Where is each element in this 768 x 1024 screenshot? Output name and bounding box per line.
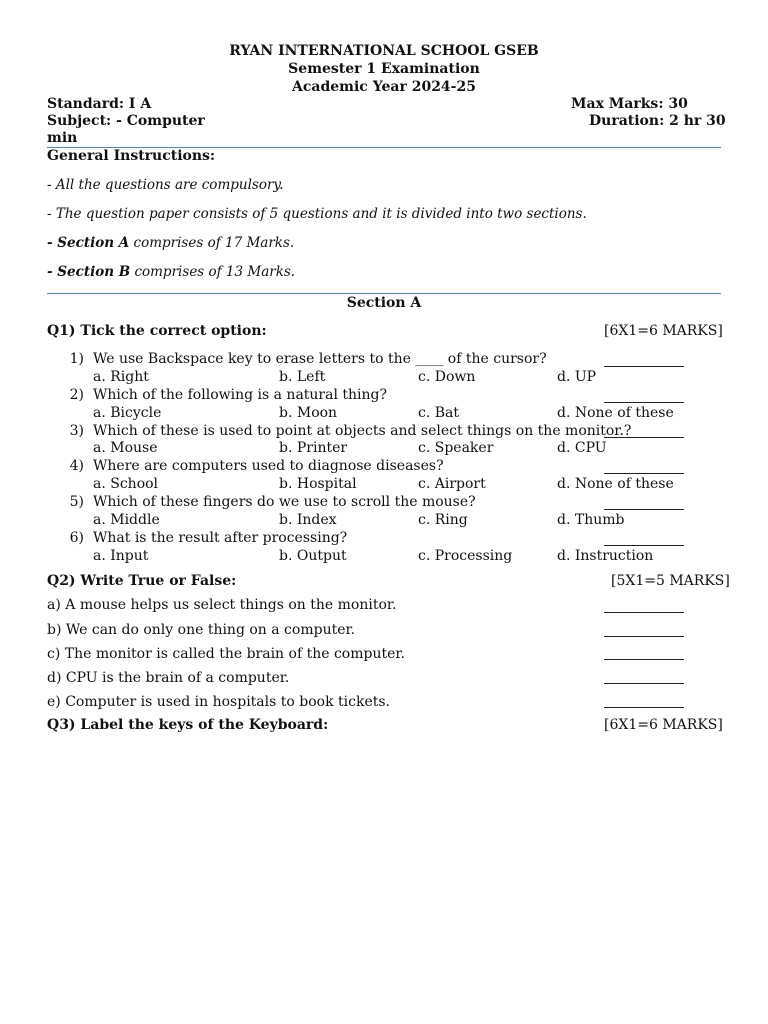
answer-blank[interactable]	[604, 707, 684, 708]
option-d: d. UP	[557, 369, 597, 385]
instruction-line: - The question paper consists of 5 questions and it is divided into two sections.	[47, 206, 587, 222]
option-a: a. Bicycle	[93, 405, 162, 421]
q2-title: Q2) Write True or False:	[47, 573, 237, 589]
duration-label: Duration: 2 hr 30	[589, 113, 726, 129]
section-b-marks-text: comprises of 13 Marks.	[130, 264, 296, 280]
q1-title: Q1) Tick the correct option:	[47, 323, 267, 339]
question-text: Which of these is used to point at objects and select things on the monitor.?	[93, 423, 632, 439]
question-number: 5)	[69, 494, 84, 510]
option-b: b. Index	[279, 512, 337, 528]
answer-blank[interactable]	[604, 636, 684, 637]
true-false-statement: e) Computer is used in hospitals to book tickets.	[47, 694, 390, 710]
true-false-statement: c) The monitor is called the brain of the computer.	[47, 646, 405, 662]
question-number: 6)	[69, 530, 84, 546]
answer-blank[interactable]	[604, 402, 684, 403]
question-text: We use Backspace key to erase letters to the ____ of the cursor?	[93, 351, 547, 367]
option-a: a. Middle	[93, 512, 160, 528]
option-b: b. Hospital	[279, 476, 357, 492]
instruction-line: - All the questions are compulsory.	[47, 177, 284, 193]
option-a: a. Mouse	[93, 440, 158, 456]
option-c: c. Ring	[418, 512, 468, 528]
question-text: What is the result after processing?	[93, 530, 348, 546]
option-c: c. Processing	[418, 548, 513, 564]
option-b: b. Output	[279, 548, 347, 564]
section-a-title: Section A	[346, 295, 422, 311]
option-c: c. Speaker	[418, 440, 494, 456]
q3-marks: [6X1=6 MARKS]	[604, 717, 723, 733]
answer-blank[interactable]	[604, 473, 684, 474]
option-b: b. Moon	[279, 405, 338, 421]
answer-blank[interactable]	[604, 545, 684, 546]
answer-blank[interactable]	[604, 437, 684, 438]
school-name: RYAN INTERNATIONAL SCHOOL GSEB	[229, 43, 539, 59]
duration-continuation: min	[47, 130, 78, 146]
section-a-marks-text: comprises of 17 Marks.	[129, 235, 295, 251]
section-a-emphasis: - Section A	[47, 235, 130, 251]
option-d: d. Thumb	[557, 512, 625, 528]
question-number: 2)	[69, 387, 84, 403]
standard-label: Standard: I A	[47, 96, 152, 112]
instruction-line	[47, 264, 295, 280]
answer-blank[interactable]	[604, 612, 684, 613]
question-number: 4)	[69, 458, 84, 474]
section-b-emphasis: - Section B	[47, 264, 131, 280]
option-d: d. None of these	[557, 476, 674, 492]
instructions-title: General Instructions:	[47, 148, 216, 164]
question-text: Which of the following is a natural thing?	[93, 387, 387, 403]
option-a: a. School	[93, 476, 159, 492]
option-a: a. Right	[93, 369, 149, 385]
instruction-line	[47, 235, 294, 251]
question-number: 3)	[69, 423, 84, 439]
answer-blank[interactable]	[604, 366, 684, 367]
subject-label: Subject: - Computer	[47, 113, 205, 129]
q2-marks: [5X1=5 MARKS]	[611, 573, 730, 589]
q3-title: Q3) Label the keys of the Keyboard:	[47, 717, 329, 733]
option-c: c. Bat	[418, 405, 460, 421]
true-false-statement: a) A mouse helps us select things on the monitor.	[47, 597, 397, 613]
q1-marks: [6X1=6 MARKS]	[604, 323, 723, 339]
instructions-divider	[47, 293, 721, 294]
option-a: a. Input	[93, 548, 149, 564]
question-number: 1)	[69, 351, 84, 367]
true-false-statement: b) We can do only one thing on a computer.	[47, 622, 356, 638]
option-d: d. CPU	[557, 440, 607, 456]
option-c: c. Airport	[418, 476, 486, 492]
question-text: Where are computers used to diagnose diseases?	[93, 458, 444, 474]
exam-title: Semester 1 Examination	[288, 61, 480, 77]
academic-year: Academic Year 2024-25	[292, 79, 476, 95]
option-b: b. Printer	[279, 440, 348, 456]
answer-blank[interactable]	[604, 659, 684, 660]
option-d: d. None of these	[557, 405, 674, 421]
question-text: Which of these fingers do we use to scroll the mouse?	[93, 494, 476, 510]
max-marks-label: Max Marks: 30	[571, 96, 688, 112]
option-b: b. Left	[279, 369, 326, 385]
true-false-statement: d) CPU is the brain of a computer.	[47, 670, 290, 686]
option-c: c. Down	[418, 369, 476, 385]
answer-blank[interactable]	[604, 683, 684, 684]
answer-blank[interactable]	[604, 509, 684, 510]
option-d: d. Instruction	[557, 548, 654, 564]
